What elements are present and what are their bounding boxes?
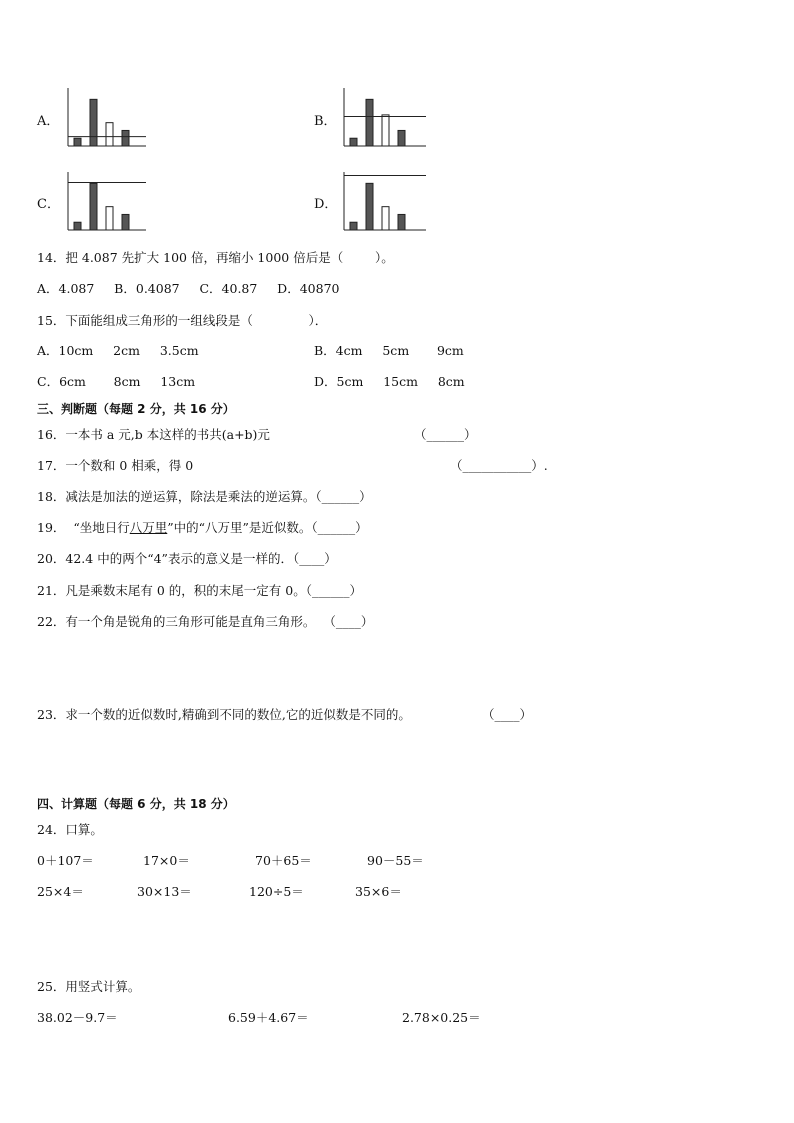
bar: [382, 115, 389, 146]
question-15-option-d: D．5cm 15cm 8cm: [314, 374, 465, 389]
mental-math-item: 35×6＝: [355, 884, 402, 899]
vertical-calc-item: 2.78×0.25＝: [402, 1010, 481, 1025]
question-16: 16．一本书 a 元,b 本这样的书共(a+b)元: [37, 427, 270, 442]
question-23: 23．求一个数的近似数时,精确到不同的数位,它的近似数是不同的。: [37, 707, 411, 722]
question-19: [37, 520, 368, 536]
section-3-heading: 三、判断题（每题 2 分，共 16 分）: [37, 402, 235, 416]
question-15-stem: 15．下面能组成三角形的一组线段是（ ）．: [37, 313, 328, 328]
option-c-label: C．: [37, 197, 60, 212]
question-15-option-a: A．10cm 2cm 3.5cm: [37, 343, 199, 358]
vertical-calc-item: 38.02－9.7＝: [37, 1010, 118, 1025]
question-15-option-b: B．4cm 5cm 9cm: [314, 343, 464, 358]
mental-math-item: 70＋65＝: [255, 853, 312, 868]
bar: [122, 130, 129, 146]
mental-math-item: 120÷5＝: [249, 884, 304, 899]
question-25-title: 25．用竖式计算。: [37, 979, 141, 994]
bar: [382, 207, 389, 230]
question-19-underlined: 八万里: [129, 520, 168, 535]
question-17: 17．一个数和 0 相乘，得 0: [37, 458, 194, 473]
question-15-option-c: C．6cm 8cm 13cm: [37, 374, 196, 389]
bar: [366, 183, 373, 230]
question-22: 22．有一个角是锐角的三角形可能是直角三角形。 （____）: [37, 614, 374, 629]
bar: [74, 222, 81, 230]
bar: [106, 123, 113, 146]
question-23-blank: （____）: [482, 707, 533, 722]
question-14-options: A．4.087 B．0.4087 C．40.87 D．40870: [37, 281, 340, 296]
bar: [350, 138, 357, 146]
question-18: 18．减法是加法的逆运算，除法是乘法的逆运算。（______）: [37, 489, 372, 504]
mental-math-item: 17×0＝: [143, 853, 190, 868]
option-d-label: D．: [314, 197, 338, 212]
bar: [366, 99, 373, 146]
question-21: 21．凡是乘数末尾有 0 的，积的末尾一定有 0。（______）: [37, 583, 362, 598]
question-17-blank: （___________）.: [450, 458, 548, 473]
mental-math-item: 30×13＝: [137, 884, 192, 899]
bar: [398, 130, 405, 146]
bar: [122, 214, 129, 230]
question-19-post: ”中的“八万里”是近似数。（______）: [167, 520, 368, 535]
bar: [90, 183, 97, 230]
question-19-pre: 19． “坐地日行: [37, 520, 130, 535]
section-4-heading: 四、计算题（每题 6 分，共 18 分）: [37, 797, 235, 811]
vertical-calc-item: 6.59＋4.67＝: [228, 1010, 309, 1025]
option-d-chart: [342, 170, 428, 232]
question-24-title: 24．口算。: [37, 822, 103, 837]
bar: [350, 222, 357, 230]
mental-math-item: 0＋107＝: [37, 853, 94, 868]
question-16-blank: （______）: [414, 427, 477, 442]
option-b-label: B．: [314, 114, 337, 129]
question-20: 20．42.4 中的两个“4”表示的意义是一样的．（____）: [37, 551, 337, 566]
bar: [398, 214, 405, 230]
option-a-label: A．: [37, 114, 60, 129]
option-c-chart: [66, 170, 148, 232]
bar: [106, 207, 113, 230]
bar: [74, 138, 81, 146]
option-b-chart: [342, 86, 428, 148]
question-14-stem: 14．把 4.087 先扩大 100 倍，再缩小 1000 倍后是（ ）。: [37, 250, 394, 265]
option-a-chart: [66, 86, 148, 148]
mental-math-item: 90－55＝: [367, 853, 424, 868]
mental-math-item: 25×4＝: [37, 884, 84, 899]
bar: [90, 99, 97, 146]
